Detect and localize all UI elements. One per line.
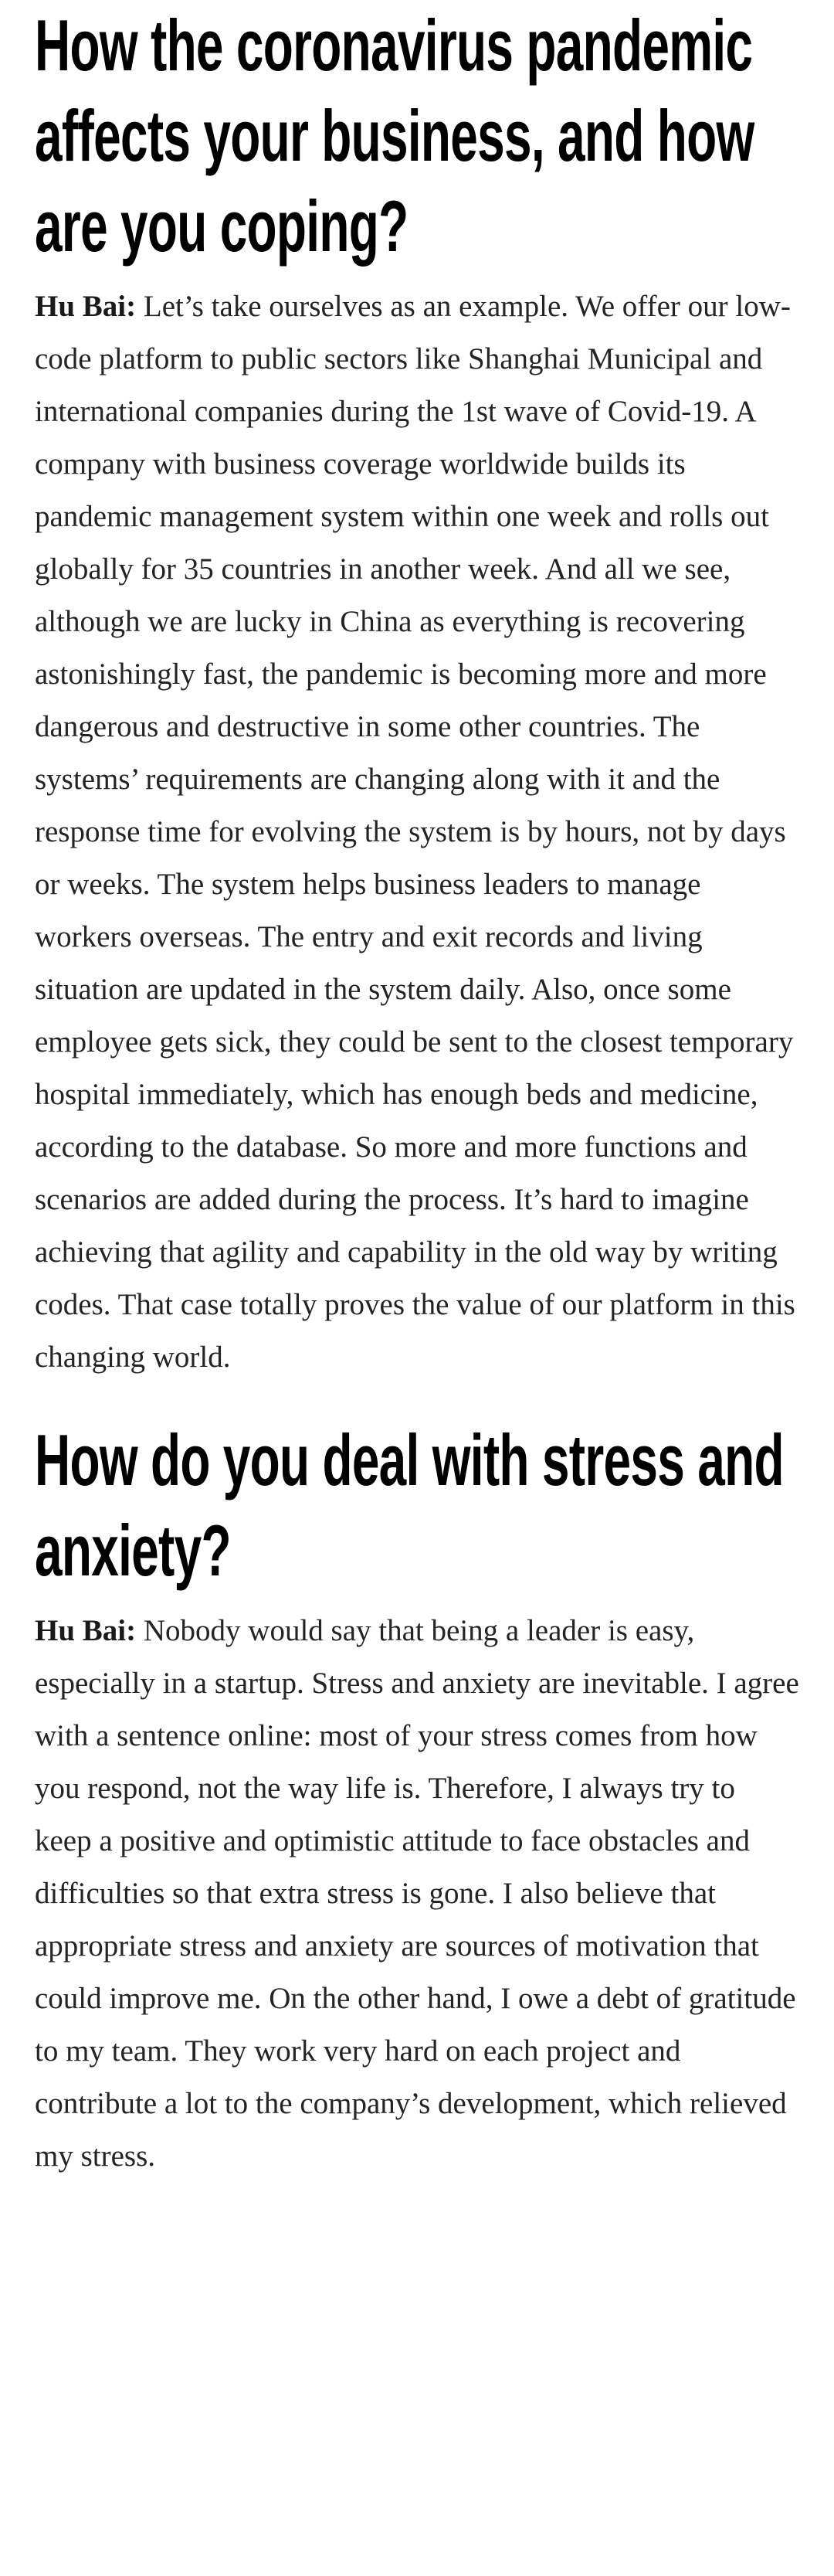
speaker-name: Hu Bai: bbox=[35, 1614, 137, 1647]
answer-paragraph bbox=[35, 280, 799, 1384]
question-heading-text: How the coronavirus pandemic affects your business, and how are you coping? bbox=[35, 5, 754, 267]
answer-paragraph bbox=[35, 1605, 799, 2183]
question-heading bbox=[35, 1415, 799, 1596]
answer-text: Let’s take ourselves as an example. We offer our low-code platform to public sectors like Shanghai Municipal and international companies during the 1st wave of Covid-19. A company with business coverage worldwide builds its pandemic management system within one week and rolls out globally for 35 countries in another week. And all we see, although we are lucky in China as everything is recovering astonishingly fast, the pandemic is becoming more and more dangerous and destructive in some other countries. The systems’ requirements are changing along with it and the response time for evolving the system is by hours, not by days or weeks. The system helps business leaders to manage workers overseas. The entry and exit records and living situation are updated in the system daily. Also, once some employee gets sick, they could be sent to the closest temporary hospital immediately, which has enough beds and medicine, according to the database. So more and more functions and scenarios are added during the process. It’s hard to imagine achieving that agility and capability in the old way by writing codes. That case totally proves the value of our platform in this changing world. bbox=[35, 290, 795, 1374]
question-heading bbox=[35, 0, 799, 271]
speaker-name: Hu Bai: bbox=[35, 290, 137, 323]
qa-section-stress bbox=[35, 1415, 799, 2183]
qa-section-coronavirus bbox=[35, 0, 799, 1384]
question-heading-text: How do you deal with stress and anxiety? bbox=[35, 1419, 784, 1591]
answer-text: Nobody would say that being a leader is easy, especially in a startup. Stress and anxiety are inevitable. I agree with a sentence online: most of your stress comes from how you respond, not the way life is. Therefore, I always try to keep a positive and optimistic attitude to face obstacles and difficulties so that extra stress is gone. I also believe that appropriate stress and anxiety are sources of motivation that could improve me. On the other hand, I owe a debt of gratitude to my team. They work very hard on each project and contribute a lot to the company’s development, which relieved my stress. bbox=[35, 1614, 799, 2173]
